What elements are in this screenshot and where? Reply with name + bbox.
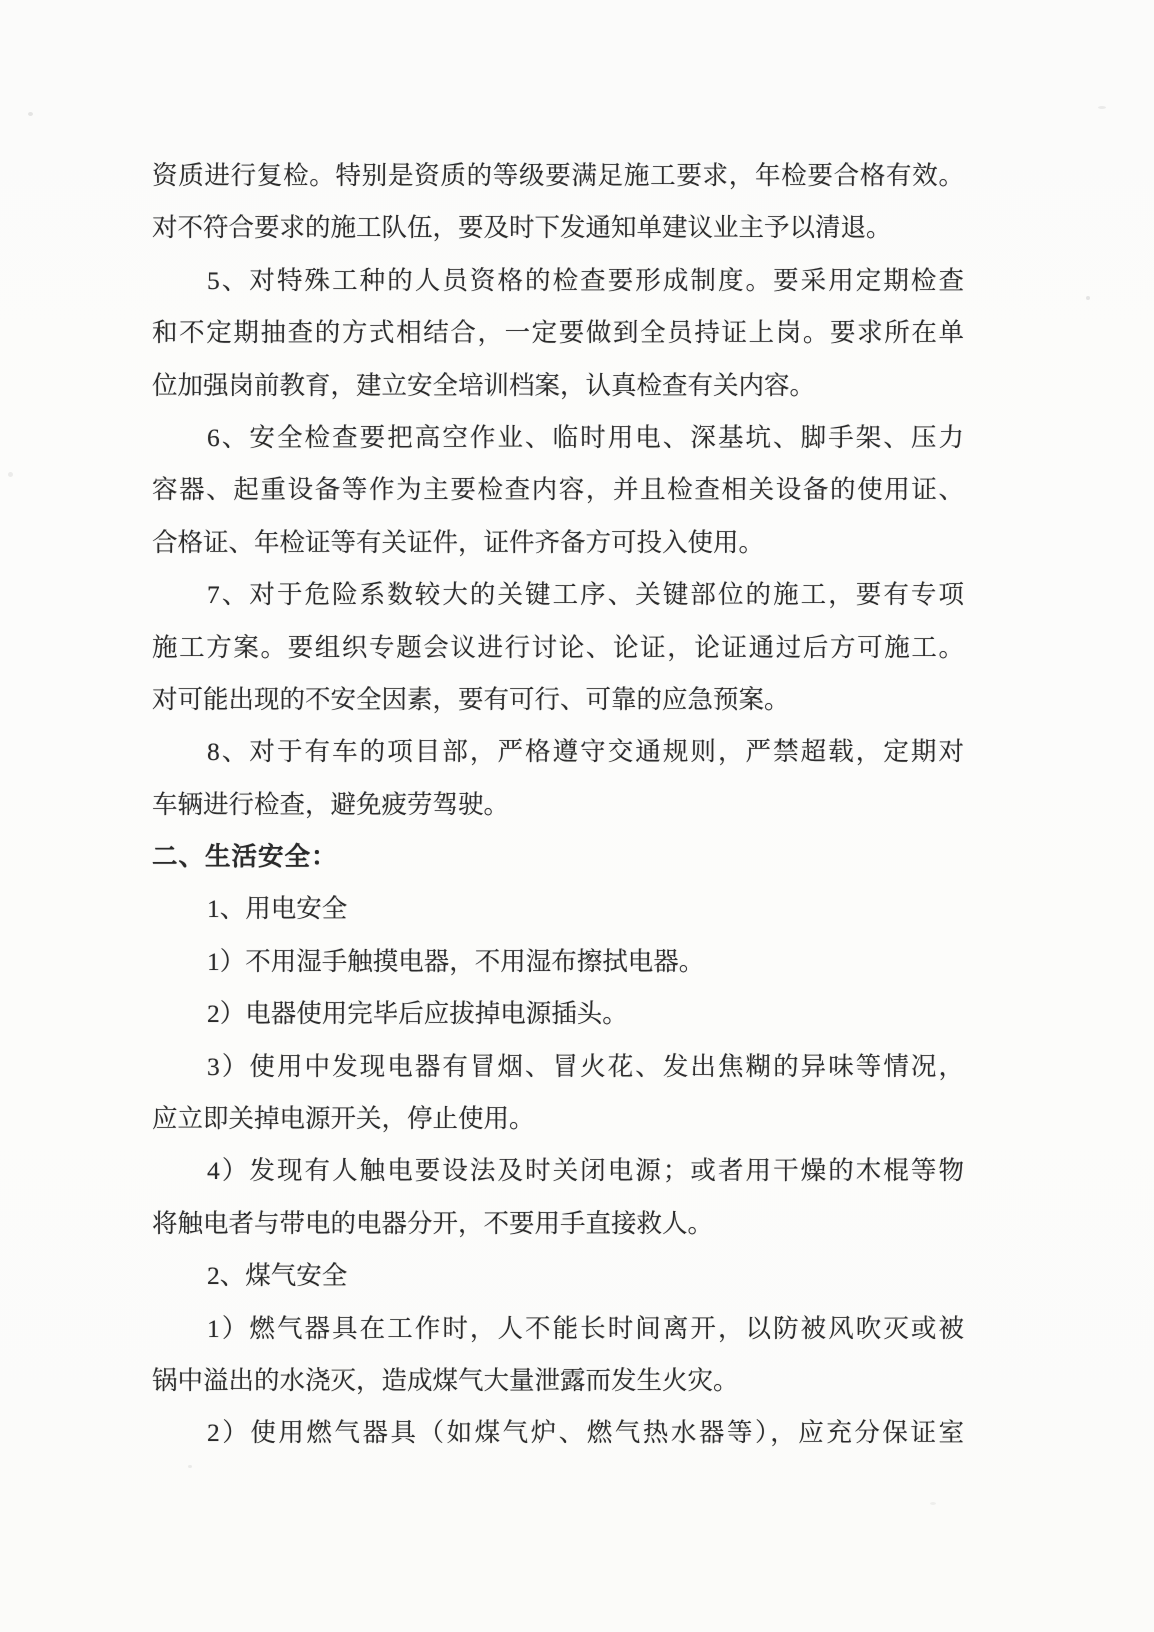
text-line: 和不定期抽查的方式相结合，一定要做到全员持证上岗。要求所在单 bbox=[152, 318, 964, 348]
text-line: 7、对于危险系数较大的关键工序、关键部位的施工，要有专项 bbox=[207, 580, 964, 610]
text-line: 4）发现有人触电要设法及时关闭电源；或者用干燥的木棍等物 bbox=[207, 1156, 964, 1186]
text-line: 容器、起重设备等作为主要检查内容，并且检查相关设备的使用证、 bbox=[152, 475, 964, 505]
scan-noise-speck bbox=[1098, 106, 1106, 109]
text-line: 1）不用湿手触摸电器，不用湿布擦拭电器。 bbox=[207, 946, 705, 976]
scan-noise-speck bbox=[930, 1502, 936, 1505]
scan-noise-speck bbox=[28, 112, 33, 116]
text-line: 合格证、年检证等有关证件，证件齐备方可投入使用。 bbox=[152, 527, 765, 557]
text-line: 2）电器使用完毕后应拔掉电源插头。 bbox=[207, 999, 628, 1029]
scan-noise-speck bbox=[8, 472, 13, 477]
document-text bbox=[152, 150, 964, 1460]
text-line: 将触电者与带电的电器分开，不要用手直接救人。 bbox=[152, 1208, 714, 1238]
text-line: 锅中溢出的水浇灭，造成煤气大量泄露而发生火灾。 bbox=[152, 1365, 739, 1395]
text-line: 应立即关掉电源开关，停止使用。 bbox=[152, 1104, 535, 1134]
text-line: 车辆进行检查，避免疲劳驾驶。 bbox=[152, 789, 510, 819]
text-line: 对可能出现的不安全因素，要有可行、可靠的应急预案。 bbox=[152, 684, 790, 714]
text-line: 6、安全检查要把高空作业、临时用电、深基坑、脚手架、压力 bbox=[207, 422, 964, 452]
text-line: 2）使用燃气器具（如煤气炉、燃气热水器等），应充分保证室 bbox=[207, 1418, 964, 1448]
text-line: 对不符合要求的施工队伍，要及时下发通知单建议业主予以清退。 bbox=[152, 213, 892, 243]
text-line: 资质进行复检。特别是资质的等级要满足施工要求，年检要合格有效。 bbox=[152, 161, 964, 190]
section-heading: 二、生活安全： bbox=[152, 842, 338, 872]
text-line: 8、对于有车的项目部，严格遵守交通规则，严禁超载，定期对 bbox=[207, 737, 964, 767]
text-line: 1、用电安全 bbox=[207, 894, 348, 924]
text-line: 1）燃气器具在工作时，人不能长时间离开，以防被风吹灭或被 bbox=[207, 1313, 964, 1343]
text-line: 5、对特殊工种的人员资格的检查要形成制度。要采用定期检查 bbox=[207, 265, 964, 295]
scan-noise-speck bbox=[188, 1465, 192, 1468]
text-line: 位加强岗前教育，建立安全培训档案，认真检查有关内容。 bbox=[152, 370, 816, 400]
text-line: 2、煤气安全 bbox=[207, 1261, 348, 1291]
text-line: 3）使用中发现电器有冒烟、冒火花、发出焦糊的异味等情况， bbox=[207, 1051, 964, 1081]
scan-noise-speck bbox=[1086, 296, 1090, 300]
text-line: 施工方案。要组织专题会议进行讨论、论证，论证通过后方可施工。 bbox=[152, 632, 964, 662]
